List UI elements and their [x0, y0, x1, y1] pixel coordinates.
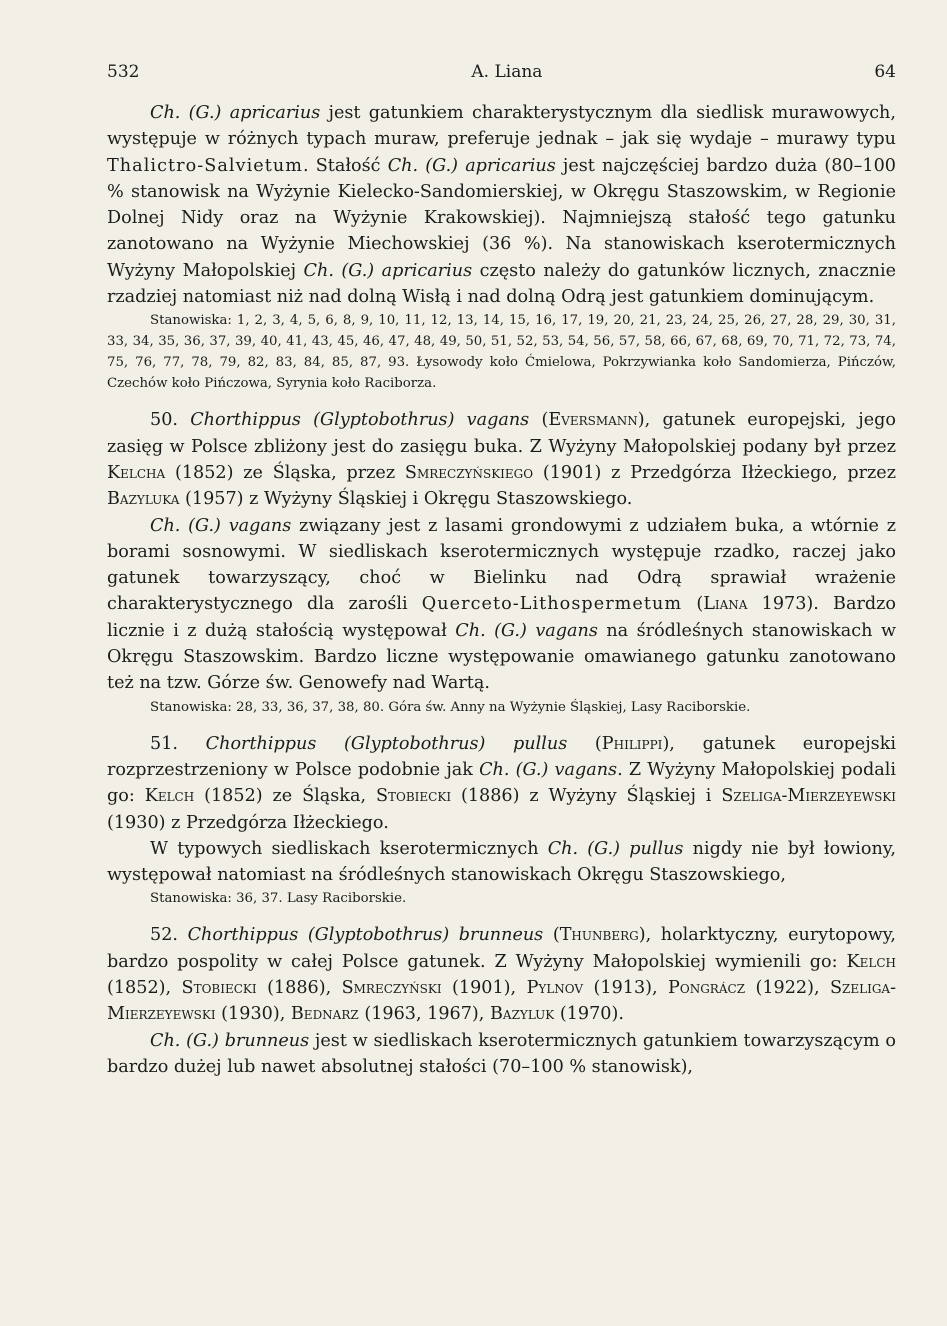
text-run: (1852) ze Śląska,: [194, 786, 376, 807]
text-run: (1913),: [583, 978, 669, 999]
taxon-name: Chorthippus (Glyptobothrus) vagans: [190, 410, 530, 431]
author-name: Smreczyński: [341, 978, 442, 999]
text-run: 1973). Bardzo licznie i z dużą stałością występował: [107, 594, 896, 641]
taxon-name: Ch. (G.) pullus: [547, 838, 684, 859]
author-name: Szeliga-Mierzeyewski: [107, 978, 897, 1025]
text-run: 52.: [150, 925, 188, 946]
author-name: Thunberg: [559, 925, 639, 946]
paragraph: [107, 100, 896, 310]
author-name: Pongrácz: [668, 978, 746, 999]
author-name: Kelcha: [107, 462, 166, 483]
running-head: [107, 62, 896, 82]
text-run: (1970).: [554, 1004, 624, 1025]
text-run: . Z Wyżyny Małopolskiej podali go:: [107, 759, 896, 807]
author-name: Eversmann: [548, 410, 638, 431]
taxon-name: Ch. (G.) apricarius: [150, 103, 321, 123]
text-run: (: [682, 594, 704, 615]
text-run: jest najczęściej bardzo duża (80–100 % stanowisk na Wyżynie Kielecko-Sandomierskiej, w Okręgu Staszowskim, w Regionie Dolnej Nidy oraz na Wyżynie Krakowskiej). Najmniejszą stałość tego gatunku zanotowano na Wyżynie Miechowskiej (36 %). Na stanowiskach kserotermicznych Wyżyny Małopolskiej: [107, 155, 896, 281]
author-name: Smreczyńskiego: [404, 462, 534, 483]
text-run: (1922),: [745, 978, 830, 999]
text-run: (1963, 1967),: [358, 1004, 490, 1025]
taxon-name: Ch. (G.) brunneus: [150, 1030, 310, 1051]
author-name: Bazyluk: [489, 1004, 555, 1025]
text-run: (: [543, 925, 560, 946]
text-run: . Stałość: [302, 155, 388, 176]
text-run: (1957) z Wyżyny Śląskiej i Okręgu Staszowskiego.: [179, 489, 633, 510]
stations-list: Stanowiska: 28, 33, 36, 37, 38, 80. Góra św. Anny na Wyżynie Śląskiej, Lasy Raciborskie.: [150, 699, 751, 715]
author-name: Pylnov: [526, 978, 584, 999]
species-heading-paragraph: [107, 731, 896, 836]
paragraph: [107, 836, 896, 889]
taxon-name: Chorthippus (Glyptobothrus) pullus: [205, 733, 568, 754]
stations-list: Stanowiska: 36, 37. Lasy Raciborskie.: [150, 891, 407, 907]
text-run: jest w siedliskach kserotermicznych gatunkiem towarzyszącym o bardzo dużej lub nawet absolutnej stałości (70–100 % stanowisk),: [107, 1030, 897, 1077]
text-run: ), holarktyczny, eurytopowy, bardzo pospolity w całej Polsce gatunek. Z Wyżyny Małopolskiej wymienili go:: [107, 925, 896, 972]
text-run: 50.: [150, 410, 191, 431]
text-run: ), gatunek europejski rozprzestrzeniony w Polsce podobnie jak: [107, 733, 896, 780]
author-name: Stobiecki: [181, 978, 257, 999]
author-name: Kelch: [846, 951, 896, 972]
text-run: na śródleśnych stanowiskach w Okręgu Staszowskim. Bardzo liczne występowanie omawianego gatunku zanotowano też na tzw. Górze św. Genowefy nad Wartą.: [107, 620, 896, 694]
article-body: [107, 100, 896, 1080]
author-name: Stobiecki: [375, 786, 452, 807]
text-run: (1930),: [215, 1004, 291, 1025]
stations-list: Stanowiska: 1, 2, 3, 4, 5, 6, 8, 9, 10, 11, 12, 13, 14, 15, 16, 17, 19, 20, 21, 23, 24, 25, 26, 27, 28, 29, 30, 31, 33, 34, 35, 36, 37, 39, 40, 41, 43, 45, 46, 47, 48, 49, 50, 51, 52, 53, 54, 56, 57, 58, 66, 67, 68, 69, 70, 71, 72, 73, 74, 75, 76, 77, 78, 79, 82, 83, 84, 85, 87, 93. Łysowody koło Ćmielowa, Pokrzywianka koło Sandomierza, Pińczów, Czechów koło Pińczowa, Syrynia koło Raciborza.: [107, 313, 896, 392]
taxon-name: Ch. (G.) apricarius: [387, 155, 556, 176]
text-run: związany jest z lasami grondowymi z udziałem buka, a wtórnie z borami sosnowymi. W siedliskach kserotermicznych występuje rzadko, raczej jako gatunek towarzyszący, choć w Bielinku nad Odrą sprawiał wrażenie charakterystycznego dla zarośli: [107, 515, 897, 615]
text-run: (1930) z Przedgórza Iłżeckiego.: [107, 812, 389, 833]
species-heading-paragraph: [107, 407, 896, 512]
text-run: W typowych siedliskach kserotermicznych: [150, 838, 548, 859]
author-name: Philippi: [601, 733, 663, 754]
text-run: (1852),: [107, 978, 182, 999]
taxon-name: Chorthippus (Glyptobothrus) brunneus: [187, 925, 544, 946]
text-run: (: [567, 733, 602, 754]
running-author: A. Liana: [471, 62, 543, 82]
author-name: Kelch: [144, 786, 195, 807]
author-name: Bednarz: [290, 1004, 359, 1025]
paragraph: [107, 513, 896, 697]
syntaxon-name: Thalictro-Salvietum: [107, 155, 303, 176]
author-name: Liana: [703, 594, 748, 615]
page-number-alt: 64: [874, 62, 896, 82]
text-run: nigdy nie był łowiony, występował natomiast na śródleśnych stanowiskach Okręgu Staszowskiego,: [107, 838, 896, 886]
paragraph: [107, 1028, 896, 1081]
text-run: ), gatunek europejski, jego zasięg w Polsce zbliżony jest do zasięgu buka. Z Wyżyny Małopolskiej podany był przez: [107, 410, 896, 457]
text-run: często należy do gatunków licznych, znacznie rzadziej natomiast niż nad dolną Wisłą i nad dolną Odrą jest gatunkiem dominującym.: [107, 260, 896, 308]
species-heading-paragraph: [107, 922, 896, 1027]
syntaxon-name: Querceto-Lithospermetum: [421, 594, 683, 615]
text-run: jest gatunkiem charakterystycznym dla siedlisk murawowych, występuje w różnych typach muraw, preferuje jednak – jak się wydaje – murawy typu: [107, 103, 896, 150]
taxon-name: Ch. (G.) apricarius: [303, 260, 473, 281]
text-run: (1901),: [441, 978, 527, 999]
text-run: (1852) ze Śląska, przez: [165, 462, 405, 483]
text-run: (1886),: [256, 978, 342, 999]
text-run: (: [529, 410, 549, 431]
author-name: Szeliga-Mierzeyewski: [721, 786, 896, 807]
taxon-name: Ch. (G.) vagans: [479, 759, 618, 780]
taxon-name: Ch. (G.) vagans: [455, 620, 598, 641]
text-run: 51.: [150, 733, 206, 754]
author-name: Bazyluka: [107, 489, 180, 510]
text-run: (1886) z Wyżyny Śląskiej i: [451, 786, 722, 807]
taxon-name: Ch. (G.) vagans: [150, 515, 292, 536]
page-number: 532: [107, 62, 140, 82]
text-run: (1901) z Przedgórza Iłżeckiego, przez: [533, 462, 896, 483]
